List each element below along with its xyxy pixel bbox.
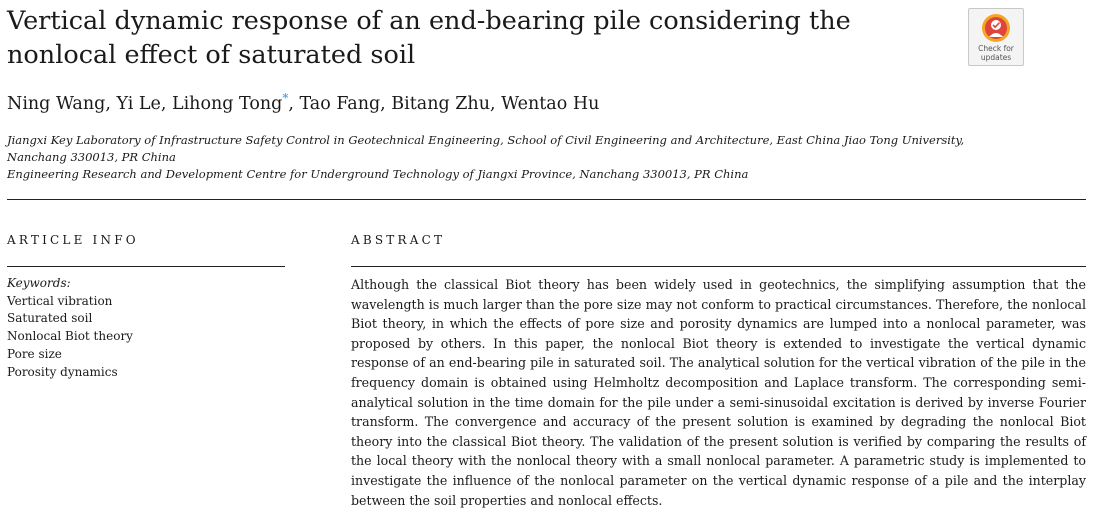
badge-label-line2: updates: [980, 53, 1012, 62]
corresponding-author-link[interactable]: *: [282, 91, 289, 106]
badge-label-line1: Check for: [978, 44, 1014, 53]
affiliation-line: Jiangxi Key Laboratory of Infrastructure Safety Control in Geotechnical Engineering, School of Civil Engineering and Architecture, East China Jiao Tong University,: [7, 133, 965, 147]
author-list: [7, 92, 599, 116]
article-info-heading: ARTICLE INFO: [7, 233, 139, 247]
affiliations: [7, 132, 1087, 183]
keyword-item: Pore size: [7, 346, 62, 361]
authors-before-star: Ning Wang, Yi Le, Lihong Tong: [7, 94, 283, 114]
article-info-divider: [7, 266, 285, 267]
abstract-divider: [351, 266, 1086, 267]
affiliation-line: Engineering Research and Development Centre for Underground Technology of Jiangxi Province, Nanchang 330013, PR China: [7, 167, 749, 181]
keyword-item: Porosity dynamics: [7, 364, 118, 379]
keywords-block: [7, 275, 133, 381]
check-for-updates-badge[interactable]: [968, 8, 1024, 66]
header-divider: [7, 199, 1086, 200]
affiliation-line: Nanchang 330013, PR China: [7, 150, 176, 164]
keyword-item: Nonlocal Biot theory: [7, 329, 133, 344]
keyword-item: Vertical vibration: [7, 293, 113, 308]
check-for-updates-icon: [980, 12, 1012, 44]
article-title: Vertical dynamic response of an end-bearing pile considering the nonlocal effect of saturated soil: [7, 6, 851, 70]
abstract-text: Although the classical Biot theory has been widely used in geotechnics, the simplifying assumption that the wavelength is much larger than the pore size may not conform to practical circumstances. Therefore, the nonlocal Biot theory, in which the effects of pore size and porosity dynamics are lumped into a nonlocal parameter, was proposed by others. In this paper, the nonlocal Biot theory is extended to investigate the vertical dynamic response of an end-bearing pile in saturated soil. The analytical solution for the vertical vibration of the pile in the frequency domain is obtained using Helmholtz decomposition and Laplace transform. The corresponding semi-analytical solution in the time domain for the pile under a semi-sinusoidal excitation is derived by inverse Fourier transform. The convergence and accuracy of the present solution is examined by degrading the nonlocal Biot theory into the classical Biot theory. The validation of the present solution is verified by comparing the results of the local theory with the nonlocal theory with a small nonlocal parameter. A parametric study is implemented to investigate the influence of the nonlocal parameter on the vertical dynamic response of a pile and the interplay between the soil properties and nonlocal effects.: [351, 277, 1086, 508]
authors-after-star: , Tao Fang, Bitang Zhu, Wentao Hu: [288, 94, 600, 114]
keywords-label: Keywords:: [7, 276, 71, 290]
keyword-item: Saturated soil: [7, 311, 93, 326]
abstract-heading: ABSTRACT: [351, 233, 446, 247]
